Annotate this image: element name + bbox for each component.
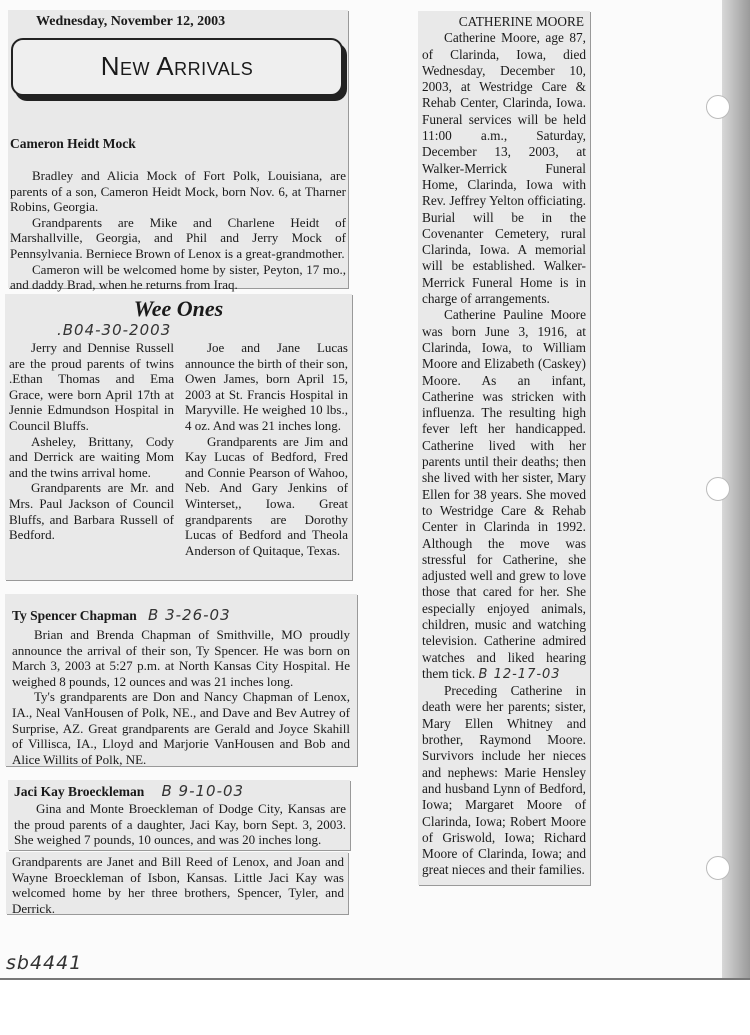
paragraph: Cameron will be welcomed home by sister, Peyton, 17 mo., and daddy Brad, when he returns from Iraq. xyxy=(10,261,346,293)
binder-hole xyxy=(706,477,730,501)
page-mark: sb4441 xyxy=(6,952,83,974)
announcement-body xyxy=(12,854,344,916)
new-arrivals-clipping xyxy=(8,10,348,293)
paragraph: Grandparents are Mr. and Mrs. Paul Jackson of Council Bluffs, and Barbara Russell of Bedford. xyxy=(9,480,174,543)
wee-ones-right-column xyxy=(185,340,348,558)
obituary-title: CATHERINE MOORE xyxy=(458,14,584,29)
paragraph xyxy=(422,307,586,683)
paragraph: Joe and Jane Lucas announce the birth of their son, Owen James, born April 15, 2003 at St. Francis Hospital in Maryville. He weighed 10 lbs., 4 oz. And was 21 inches long. xyxy=(185,340,348,433)
paragraph: Catherine Moore, age 87, of Clarinda, Iowa, died Wednesday, December 10, 2003, at Westridge Care & Rehab Center, Clarinda, Iowa. Funeral services will be held 11:00 a.m., Saturday, December 13, 2003, at Walker-Merrick Funeral Home, Clarinda, Iowa with Rev. Jeffrey Yelton officiating. Burial will be in the Covenanter Cemetery, rural Clarinda, Iowa. A memorial will be established. Walker-Merrick Funeral Home is in charge of arrangements. xyxy=(422,30,586,307)
scan-bottom-margin xyxy=(0,978,750,1035)
announcement-header xyxy=(12,608,231,624)
wee-ones-left-column xyxy=(9,340,174,543)
publication-date: Wednesday, November 12, 2003 xyxy=(36,14,226,29)
paragraph: Grandparents are Jim and Kay Lucas of Bedford, Fred and Connie Pearson of Wahoo, Neb. And Gary Jenkins of Winterset,, Iowa. Great grandparents are Dorothy Lucas of Bedford and Theola Anderson of Quitaque, Texas. xyxy=(185,433,348,558)
paragraph: Jerry and Dennise Russell are the proud parents of twins .Ethan Thomas and Ema Grace, were born April 17th at Jennie Edmundson Hospital in Council Bluffs. xyxy=(9,340,174,433)
banner-title: New Arrivals xyxy=(100,51,254,82)
announcement-name: Jaci Kay Broeckleman xyxy=(14,784,145,799)
wee-ones-clipping xyxy=(5,294,352,580)
handwritten-date: B 9-10-03 xyxy=(161,782,245,800)
paragraph: Brian and Brenda Chapman of Smithville, MO proudly announce the arrival of their son, Ty Spencer. He was born on March 3, 2003 at 5:27 p.m. at North Kansas City Hospital. He weighed 8 pounds, 12 ounces and was 21 inches long. xyxy=(12,627,350,689)
handwritten-date: B 12-17-03 xyxy=(478,666,561,682)
announcement-name: Ty Spencer Chapman xyxy=(12,608,137,623)
chapman-clipping xyxy=(5,594,357,766)
binder-hole xyxy=(706,95,730,119)
paragraph: Ty's grandparents are Don and Nancy Chapman of Lenox, IA., Neal VanHousen of Polk, NE., and Dave and Bev Autrey of Surprise, AZ. Great grandparents are Gerald and Joyce Skahill of Villisca, IA., Lloyd and Marjorie VanHousen and Bob and Alice Willits of Polk, NE. xyxy=(12,689,350,767)
paragraph: Bradley and Alicia Mock of Fort Polk, Louisiana, are parents of a son, Cameron Heidt Mock, born Nov. 6, at Tharner Robins, Georgia. xyxy=(10,168,346,215)
binder-hole xyxy=(706,856,730,880)
broeckleman-clipping xyxy=(8,780,350,850)
paragraph-text: Catherine Pauline Moore was born June 3, 1916, at Clarinda, Iowa, to William Moore and Elizabeth (Caskey) Moore. As an infant, Catherine was stricken with influenza. The resulting high fever left her handicapped. Catherine lived with her parents until their deaths; then she lived with her sister, Mary Ellen for 38 years. She moved to Westridge Care & Rehab Center in Clarinda in 1992. Although the move was stressful for Catherine, she adjusted well and grew to love those that cared for her. She especially enjoyed animals, children, music and watching television. Catherine admired watches and liked hearing them tick. xyxy=(422,307,586,681)
handwritten-date: .B04-30-2003 xyxy=(57,321,172,339)
paragraph: Gina and Monte Broeckleman of Dodge City, Kansas are the proud parents of a daughter, Jaci Kay, born Sept. 3, 2003. She weighed 7 pounds, 10 ounces, and was 20 inches long. xyxy=(14,801,346,848)
announcement-body xyxy=(14,801,346,848)
announcement-body xyxy=(12,627,350,767)
paragraph: Grandparents are Janet and Bill Reed of Lenox, and Joan and Wayne Broeckleman of Isbon, Kansas. Little Jaci Kay was welcomed home by her three brothers, Spencer, Tyler, and Derrick. xyxy=(12,854,344,916)
obituary-clipping xyxy=(418,11,590,885)
new-arrivals-banner xyxy=(11,38,343,96)
paragraph: Preceding Catherine in death were her parents; sister, Mary Ellen Whitney and brother, Raymond Moore. Survivors include her nieces and nephews: Marie Hensley and husband Lynn of Bedford, Iowa; Margaret Moore of Clarinda, Iowa; Robert Moore of Griswold, Iowa; Richard Moore of Clarinda, Iowa; and great nieces and their families. xyxy=(422,683,586,878)
announcement-name: Cameron Heidt Mock xyxy=(10,136,136,151)
announcement-header xyxy=(14,784,244,800)
obituary-body xyxy=(422,14,586,879)
wee-ones-title: Wee Ones xyxy=(133,296,224,321)
broeckleman-continuation-clipping xyxy=(6,852,348,914)
handwritten-date: B 3-26-03 xyxy=(148,606,231,624)
paragraph: Asheley, Brittany, Cody and Derrick are waiting Mom and the twins arrival home. xyxy=(9,433,174,480)
paragraph: Grandparents are Mike and Charlene Heidt of Marshallville, Georgia, and Phil and Jerry Mock of Pennsylvania. Berniece Brown of Lenox is a great-grandmother. xyxy=(10,214,346,261)
announcement-body xyxy=(10,168,346,293)
